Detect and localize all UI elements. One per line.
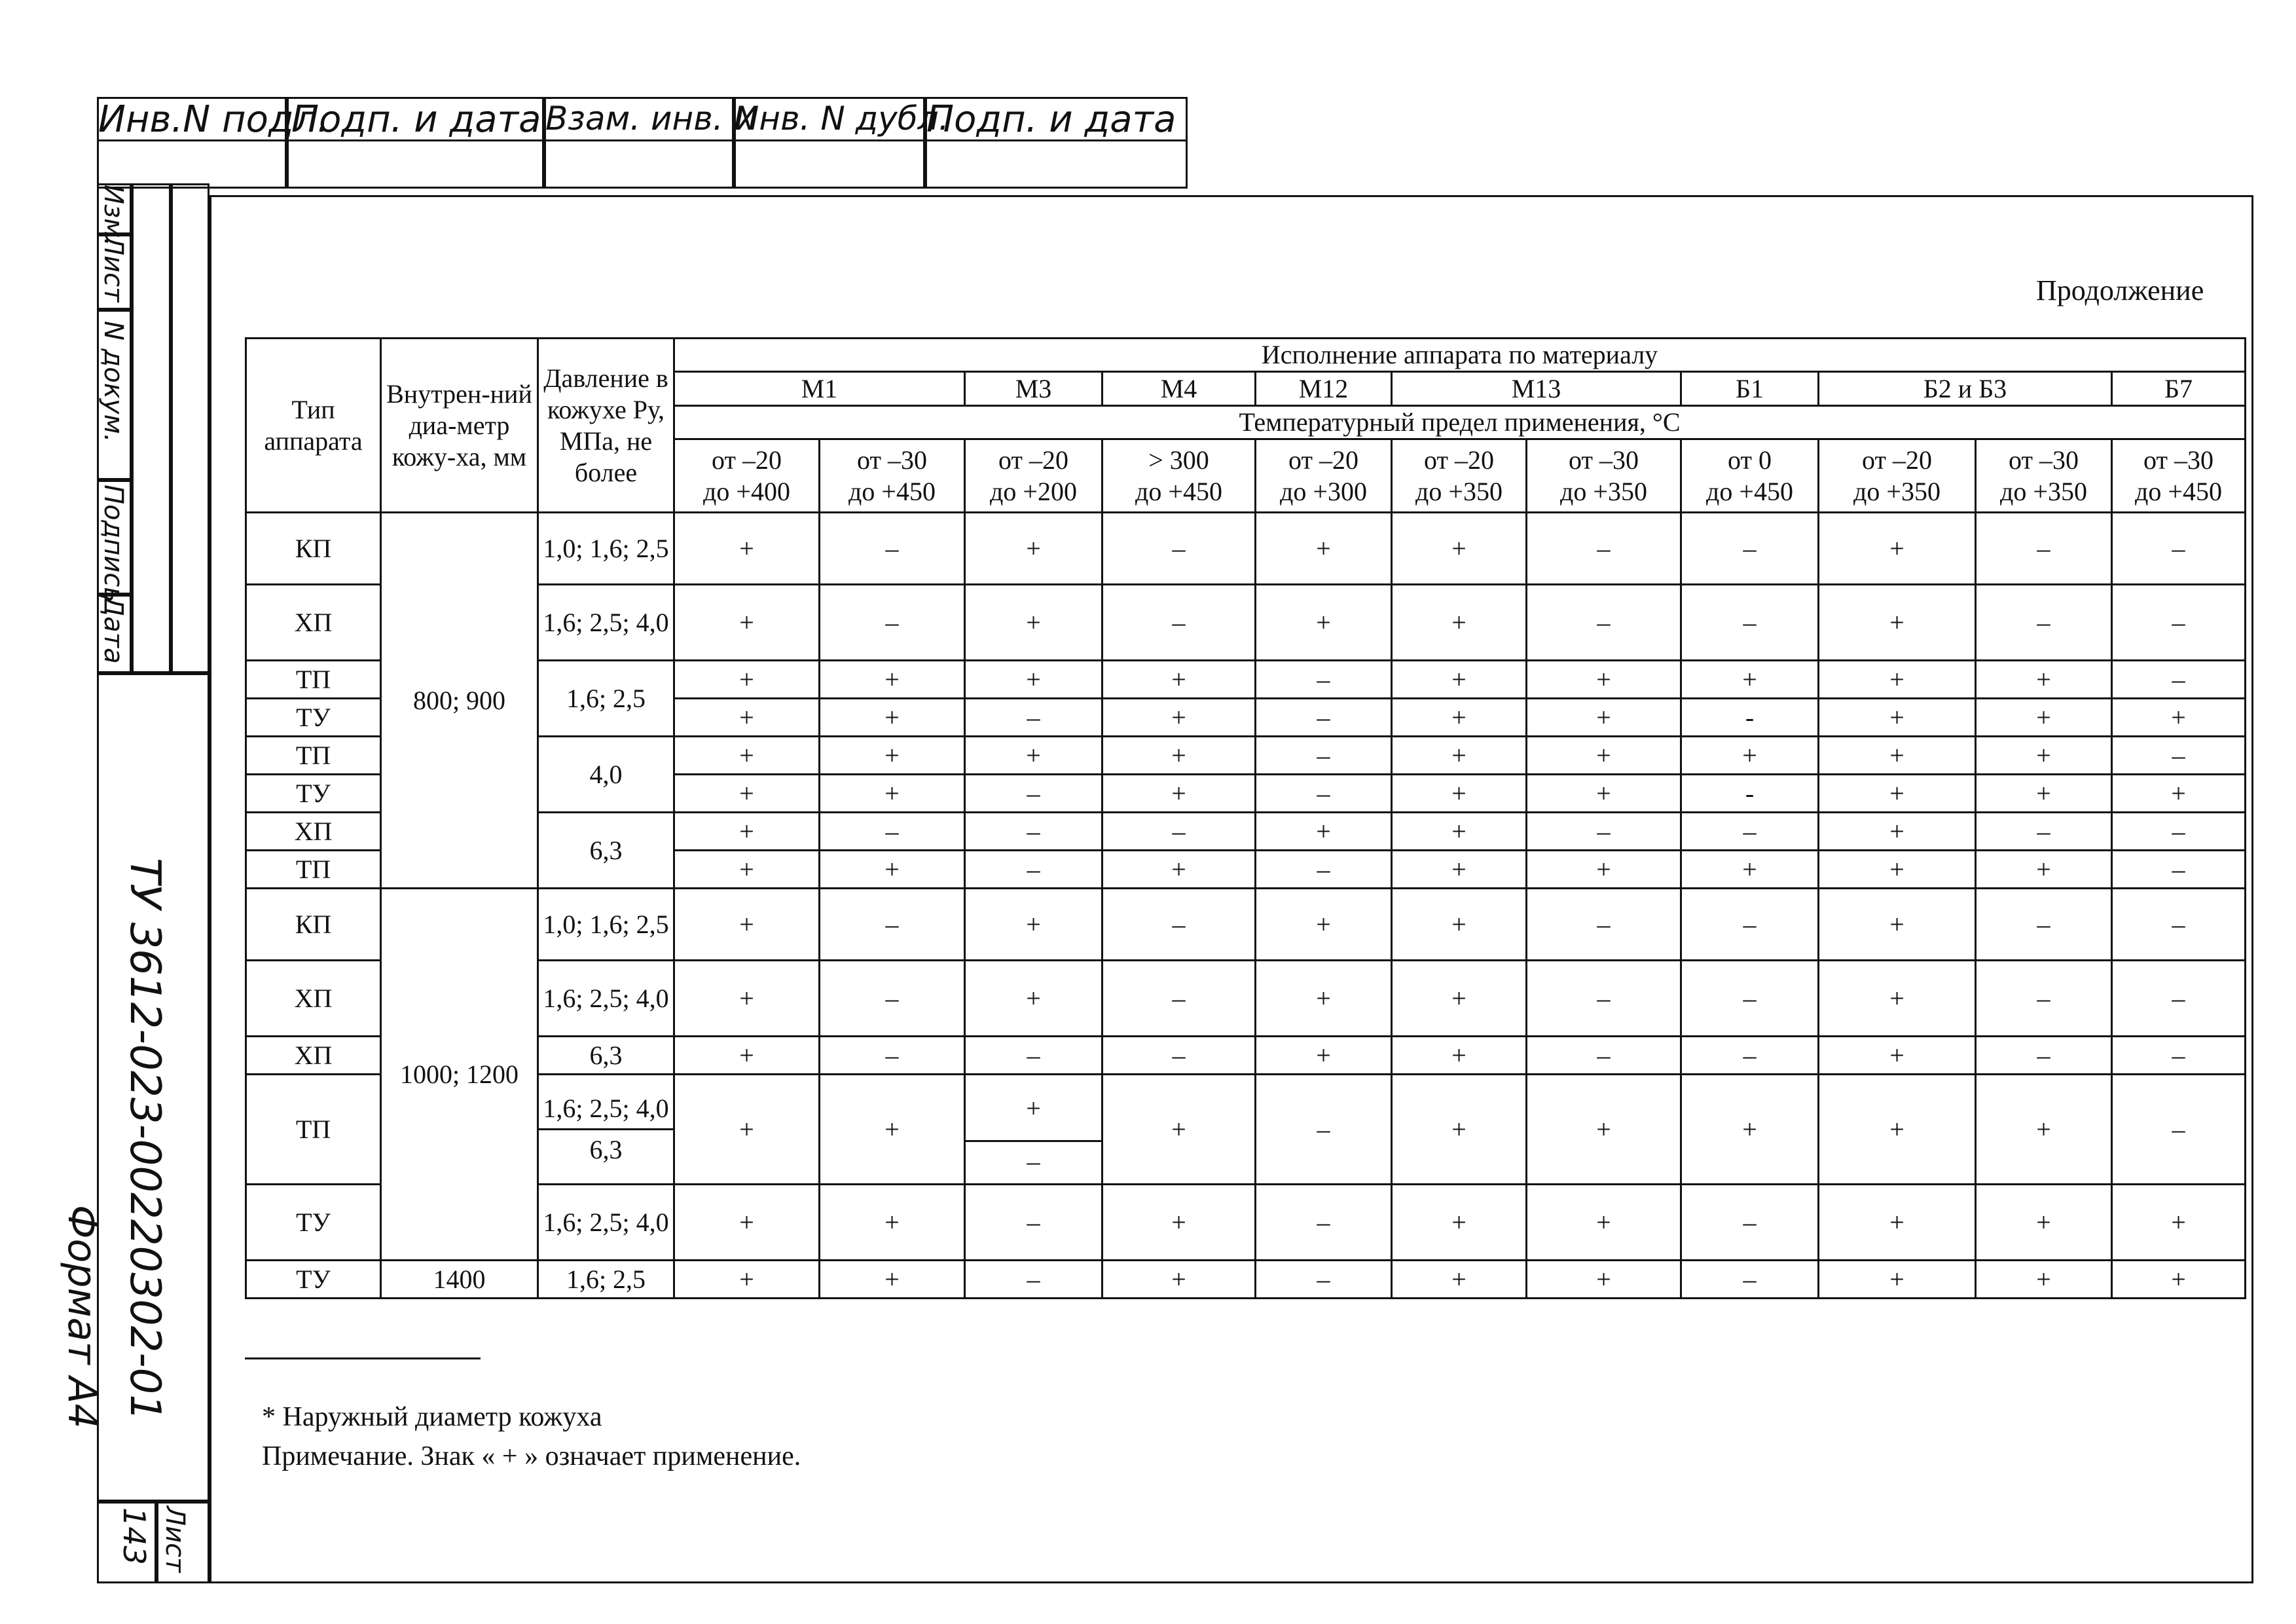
cell-value: + [1392,661,1527,699]
temp-range-2: от –20 до +200 [965,439,1102,513]
cell-value: + [674,961,820,1037]
side-stamp-divider [97,671,210,675]
cell-pressure: 1,6; 2,5 [538,661,674,737]
cell-value: – [820,889,965,961]
cell-value: + [1392,851,1527,889]
cell-value: + [1819,961,1976,1037]
cell-value: – [1256,737,1392,775]
cell-value: + [820,737,965,775]
cell-value: + [1819,851,1976,889]
cell-value: + [2112,775,2246,813]
cell-type: ТУ [246,699,381,737]
material-m3: М3 [965,372,1102,406]
cell-value: – [1256,775,1392,813]
temp-range-4: от –20 до +300 [1256,439,1392,513]
sheet-number: 143 [117,1507,152,1565]
side-n-dokum: N докум. [98,321,128,443]
cell-value: + [1819,513,1976,585]
cell-value: + [2112,1261,2246,1299]
cell-value: – [965,851,1102,889]
cell-value: + [1256,961,1392,1037]
cell-value: + [1102,1185,1256,1261]
cell-value: + [1527,1261,1681,1299]
side-data: Дата [98,596,128,664]
table-row [246,661,2246,699]
cell-value: + [1392,585,1527,661]
temp-range-7: от 0 до +450 [1681,439,1819,513]
cell-value: – [820,813,965,851]
temp-range-1: от –30 до +450 [820,439,965,513]
cell-value: – [1102,889,1256,961]
cell-value: – [2112,585,2246,661]
cell-value: – [2112,513,2246,585]
side-stamp-row [97,308,130,312]
cell-value: – [965,813,1102,851]
cell-type: ТП [246,851,381,889]
stamp-podp-data: Подп. и дата [291,98,541,141]
cell-value: – [1681,961,1819,1037]
temp-range-3: > 300 до +450 [1102,439,1256,513]
temp-range-10: от –30 до +450 [2112,439,2246,513]
cell-value: + [1392,699,1527,737]
cell-value: – [1527,1037,1681,1075]
cell-value: – [1527,585,1681,661]
cell-value: + [2112,699,2246,737]
cell-value: – [1681,1185,1819,1261]
cell-value: – [1976,585,2112,661]
sheet-label: Лист [160,1506,190,1573]
cell-value: + [674,1185,820,1261]
cell-value: – [1256,699,1392,737]
temp-range-9: от –30 до +350 [1976,439,2112,513]
cell-pressure: 4,0 [538,737,674,813]
cell-value: – [1681,889,1819,961]
cell-value: + [1392,813,1527,851]
cell-value: + [674,699,820,737]
cell-type: КП [246,889,381,961]
cell-value: - [1681,775,1819,813]
cell-value: + [1102,737,1256,775]
cell-value: + [1681,1075,1819,1185]
cell-value: + [1392,961,1527,1037]
cell-value: + [1819,1185,1976,1261]
cell-value: – [965,775,1102,813]
cell-value: + [1976,699,2112,737]
cell-value: – [1102,513,1256,585]
cell-value: – [1256,661,1392,699]
cell-diameter: 1000; 1200 [381,889,538,1261]
cell-value: – [1681,585,1819,661]
side-stamp-col [130,183,134,671]
cell-value: + [1527,1075,1681,1185]
cell-value: + [674,661,820,699]
cell-value: + [1976,1185,2112,1261]
cell-value: + [1819,1037,1976,1075]
cell-value: + [965,513,1102,585]
cell-value: + [674,1037,820,1075]
cell-value: + [674,1075,820,1185]
temp-range-5: от –20 до +350 [1392,439,1527,513]
cell-type: ТУ [246,775,381,813]
footnote: * Наружный диаметр кожуха [262,1402,602,1432]
cell-value: – [2112,813,2246,851]
cell-value: + [1527,1185,1681,1261]
cell-value: + [1392,889,1527,961]
cell-value: + [1392,513,1527,585]
cell-value: + [820,775,965,813]
cell-value: + [1681,737,1819,775]
cell-value: – [1681,513,1819,585]
cell-value: + [2112,1185,2246,1261]
cell-value: + [1819,699,1976,737]
cell-value: + – [965,1075,1102,1185]
cell-value: + [674,775,820,813]
cell-value: + [1976,1075,2112,1185]
cell-value: + [965,737,1102,775]
stamp-inv-dubl: Инв. N дубл. [735,100,949,138]
temp-header: Температурный предел применения, °С [674,406,2246,439]
cell-value: + [1527,661,1681,699]
cell-value: – [1527,813,1681,851]
cell-value: + [1256,585,1392,661]
cell-value: + [1102,851,1256,889]
cell-pressure: 1,6; 2,5 [538,1261,674,1299]
cell-value: + [820,851,965,889]
temp-range-0: от –20 до +400 [674,439,820,513]
stamp-podp-data-2: Подп. и дата [926,98,1176,141]
cell-value: – [1976,813,2112,851]
cell-value: – [1527,513,1681,585]
table-row [246,513,2246,585]
cell-value: + [1819,661,1976,699]
cell-value: – [1976,889,2112,961]
cell-value: + [674,889,820,961]
cell-value: – [1976,1037,2112,1075]
table-row [246,889,2246,961]
cell-type: ТП [246,1075,381,1185]
cell-value: – [965,1185,1102,1261]
cell-value: + [1102,1075,1256,1185]
cell-value: + [820,661,965,699]
cell-value: + [820,1261,965,1299]
cell-value: + [1392,775,1527,813]
cell-type: ХП [246,1037,381,1075]
cell-value: – [2112,737,2246,775]
side-podpis: Подпись [98,485,128,602]
cell-value: + [674,813,820,851]
cell-value: – [1102,813,1256,851]
cell-value: + [1819,1261,1976,1299]
material-b1: Б1 [1681,372,1819,406]
cell-value: – [965,1037,1102,1075]
cell-pressure: 1,6; 2,5; 4,0 [538,961,674,1037]
cell-pressure: 1,0; 1,6; 2,5 [538,513,674,585]
cell-type: ТУ [246,1185,381,1261]
cell-type: ХП [246,961,381,1037]
cell-value: + [965,585,1102,661]
cell-value: + [1392,1185,1527,1261]
material-m13: М13 [1392,372,1681,406]
cell-value: – [2112,1037,2246,1075]
side-stamp-divider [97,1500,210,1504]
cell-value: + [1681,661,1819,699]
cell-value: + [1392,1261,1527,1299]
cell-type: КП [246,513,381,585]
cell-value: – [965,1261,1102,1299]
cell-value: – [2112,889,2246,961]
table-row [246,813,2246,851]
format-label: Формат А4 [59,1205,105,1429]
cell-value: – [820,1037,965,1075]
cell-value: + [1527,699,1681,737]
table-row [246,585,2246,661]
cell-type: ТУ [246,1261,381,1299]
cell-value: + [1976,661,2112,699]
table-row [246,961,2246,1037]
cell-value: + [1392,737,1527,775]
footnote-separator [245,1357,481,1359]
cell-value: + [674,737,820,775]
cell-pressure: 1,6; 2,5; 4,0 [538,1185,674,1261]
temp-range-6: от –30 до +350 [1527,439,1681,513]
cell-pressure: 1,6; 2,5; 4,0 [538,585,674,661]
cell-value: - [1681,699,1819,737]
cell-value: + [1819,1075,1976,1185]
side-stamp-col [169,183,173,671]
col-diameter-header: Внутрен-ний диа-метр кожу-ха, мм [381,339,538,513]
cell-value: + [1102,699,1256,737]
cell-value: + [1256,513,1392,585]
cell-value: + [674,1261,820,1299]
cell-value: + [1819,585,1976,661]
cell-value: – [820,513,965,585]
cell-value: + [1102,1261,1256,1299]
material-m1: М1 [674,372,965,406]
cell-pressure: 1,6; 2,5; 4,0 6,3 [538,1075,674,1185]
material-table [245,337,2246,1299]
cell-value: + [1527,737,1681,775]
cell-value: – [1102,585,1256,661]
cell-pressure: 6,3 [538,813,674,889]
cell-value: + [674,851,820,889]
material-m12: М12 [1256,372,1392,406]
cell-value: + [1392,1075,1527,1185]
cell-value: + [1976,1261,2112,1299]
table-row [246,1075,2246,1185]
cell-value: – [820,585,965,661]
cell-value: + [1527,851,1681,889]
cell-value: – [2112,851,2246,889]
document-code: ТУ 3612-023-00220302-01 [120,858,169,1421]
material-m4: М4 [1102,372,1256,406]
cell-value: – [1102,961,1256,1037]
cell-value: + [1256,889,1392,961]
cell-value: + [820,1185,965,1261]
cell-value: – [820,961,965,1037]
cell-value: + [1819,737,1976,775]
cell-value: – [1976,961,2112,1037]
cell-value: + [1392,1037,1527,1075]
cell-value: + [1256,813,1392,851]
cell-value: – [1681,1037,1819,1075]
cell-value: – [1102,1037,1256,1075]
note: Примечание. Знак « + » означает применение. [262,1441,801,1471]
cell-value: + [674,513,820,585]
material-b7: Б7 [2112,372,2246,406]
cell-pressure: 1,0; 1,6; 2,5 [538,889,674,961]
cell-value: + [1819,813,1976,851]
cell-value: – [1527,889,1681,961]
continuation-label: Продолжение [2036,274,2204,306]
cell-value: – [1976,513,2112,585]
cell-diameter: 800; 900 [381,513,538,889]
cell-value: – [1256,1261,1392,1299]
cell-value: + [965,889,1102,961]
temp-range-8: от –20 до +350 [1819,439,1976,513]
cell-value: + [1819,889,1976,961]
cell-value: + [1102,775,1256,813]
cell-value: + [820,699,965,737]
side-list: Лист [98,236,128,303]
cell-value: – [1256,851,1392,889]
col-pressure-header: Давление в кожухе Ру, МПа, не более [538,339,674,513]
cell-value: + [965,661,1102,699]
table-row [246,1261,2246,1299]
cell-value: + [674,585,820,661]
col-type-header: Тип аппарата [246,339,381,513]
cell-value: – [1256,1075,1392,1185]
cell-value: – [965,699,1102,737]
cell-value: – [1681,1261,1819,1299]
stamp-inv-podl: Инв.N подл. [98,98,329,141]
cell-value: + [1527,775,1681,813]
material-header: Исполнение аппарата по материалу [674,339,2246,372]
cell-value: – [1527,961,1681,1037]
side-izm: Изм. [98,185,128,247]
cell-type: ТП [246,737,381,775]
cell-value: + [1102,661,1256,699]
cell-value: + [1976,851,2112,889]
cell-value: + [1819,775,1976,813]
cell-type: ТП [246,661,381,699]
cell-pressure: 6,3 [538,1037,674,1075]
material-b2-b3: Б2 и Б3 [1819,372,2112,406]
cell-value: – [1256,1185,1392,1261]
table-row [246,737,2246,775]
side-stamp-row [97,478,130,482]
cell-value: + [820,1075,965,1185]
table-row [246,1185,2246,1261]
cell-value: + [1976,775,2112,813]
side-stamp-col [155,1500,158,1583]
cell-value: – [1681,813,1819,851]
cell-type: ХП [246,813,381,851]
cell-value: + [965,961,1102,1037]
cell-value: + [1976,737,2112,775]
cell-value: – [2112,1075,2246,1185]
cell-diameter: 1400 [381,1261,538,1299]
cell-value: + [1256,1037,1392,1075]
cell-value: – [2112,961,2246,1037]
cell-value: + [1681,851,1819,889]
stamp-vzam-inv: Взам. инв. N [545,100,758,138]
cell-value: – [2112,661,2246,699]
cell-type: ХП [246,585,381,661]
table-row [246,1037,2246,1075]
